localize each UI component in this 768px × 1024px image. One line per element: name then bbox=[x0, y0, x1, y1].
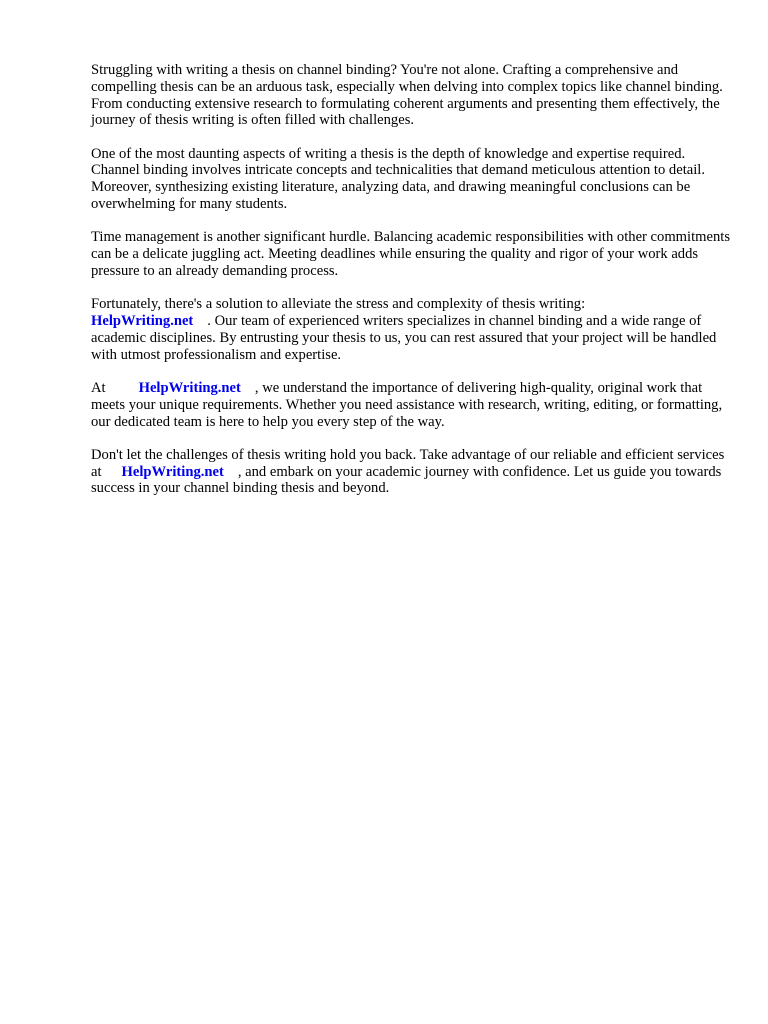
paragraph-closing bbox=[91, 447, 731, 497]
paragraph-closing-after: , and embark on your academic journey with confidence. Let us guide you towards success in your channel binding thesis and beyond. bbox=[91, 463, 722, 497]
paragraph-quality-after: , we understand the importance of delivering high-quality, original work that meets your unique requirements. Whether you need assistance with research, writing, editing, or formatting, our dedicated team is here to help you every step of the way. bbox=[91, 379, 723, 430]
paragraph-solution-before: Fortunately, there's a solution to alleviate the stress and complexity of thesis writing: bbox=[91, 296, 586, 313]
paragraph-quality bbox=[91, 380, 731, 430]
paragraph-quality-before: At bbox=[91, 379, 106, 396]
helpwriting-link-2[interactable]: HelpWriting.net bbox=[138, 379, 241, 396]
paragraph-solution-after: . Our team of experienced writers specializes in channel binding and a wide range of academic disciplines. By entrusting your thesis to us, you can rest assured that your project will be handled with utmost professionalism and expertise. bbox=[91, 313, 717, 363]
paragraph-time-management: Time management is another significant hurdle. Balancing academic responsibilities with other commitments can be a delicate juggling act. Meeting deadlines while ensuring the quality and rigor of your work adds pressure to an already demanding process. bbox=[91, 229, 731, 279]
paragraph-closing-before: Don't let the challenges of thesis writing hold you back. Take advantage of our reliable and efficient services at bbox=[91, 446, 725, 480]
helpwriting-link-1[interactable]: HelpWriting.net bbox=[91, 313, 194, 330]
paragraph-intro: Struggling with writing a thesis on channel binding? You're not alone. Crafting a comprehensive and compelling thesis can be an arduous task, especially when delving into complex topics like channel binding. From conducting extensive research to formulating coherent arguments and presenting them effectively, the journey of thesis writing is often filled with challenges. bbox=[91, 62, 723, 129]
document-page bbox=[91, 62, 731, 514]
paragraph-challenges: One of the most daunting aspects of writing a thesis is the depth of knowledge and expertise required. Channel binding involves intricate concepts and technicalities that demand meticulous attention to detail. Moreover, synthesizing existing literature, analyzing data, and drawing meaningful conclusions can be overwhelming for many students. bbox=[91, 145, 705, 213]
helpwriting-link-3[interactable]: HelpWriting.net bbox=[121, 463, 224, 480]
paragraph-solution bbox=[91, 296, 731, 363]
